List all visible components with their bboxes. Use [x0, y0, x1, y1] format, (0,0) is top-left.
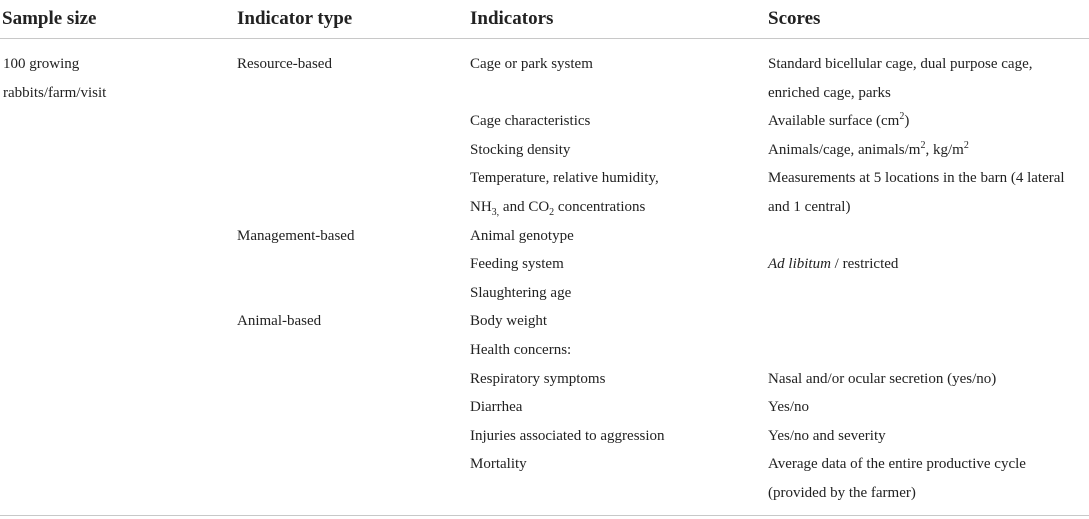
score-cell: Ad libitum / restricted [768, 256, 899, 273]
table-row [0, 307, 1089, 336]
score-cell [768, 336, 1089, 365]
table-row [0, 422, 1089, 451]
score-cell: enriched cage, parks [768, 84, 891, 101]
table-row [0, 193, 1089, 222]
score-cell: Average data of the entire productive cycle [768, 456, 1026, 473]
indicator-cell: Respiratory symptoms [470, 370, 606, 387]
indicator-cell [470, 479, 768, 519]
score-cell: Yes/no and severity [768, 427, 886, 444]
score-cell: Measurements at 5 locations in the barn (4 lateral [768, 170, 1065, 187]
indicator-cell: Cage characteristics [470, 113, 591, 130]
sample-size-line-1: 100 growing [3, 56, 80, 72]
indicator-cell: Cage or park system [470, 56, 593, 72]
indicator-cell: Body weight [470, 313, 548, 330]
table-row [0, 393, 1089, 422]
sample-size-line-2: rabbits/farm/visit [3, 84, 107, 101]
table-row [0, 222, 1089, 251]
header-indicator-type: Indicator type [237, 0, 470, 39]
table-row [0, 39, 1089, 79]
table-row [0, 107, 1089, 136]
indicator-cell: Animal genotype [470, 227, 574, 244]
score-cell: and 1 central) [768, 198, 851, 215]
table-bottom-rule [0, 515, 1089, 516]
score-cell: Yes/no [768, 399, 809, 416]
indicator-type-resource: Resource-based [237, 56, 332, 72]
indicator-cell: Mortality [470, 456, 527, 473]
indicator-type-animal: Animal-based [237, 313, 322, 330]
indicator-cell: Injuries associated to aggression [470, 427, 665, 444]
indicator-cell: Slaughtering age [470, 284, 572, 301]
score-cell [768, 222, 1089, 251]
table-row [0, 336, 1089, 365]
header-sample-size: Sample size [0, 0, 237, 39]
indicator-cell: $NH_{3,}$ and $CO_2$ concentrations [470, 198, 646, 218]
indicator-cell: Health concerns: [470, 341, 572, 358]
score-cell: Standard bicellular cage, dual purpose cage, [768, 56, 1033, 72]
indicator-cell: Diarrhea [470, 399, 523, 416]
header-indicators: Indicators [470, 0, 768, 39]
table-row [0, 279, 1089, 308]
indicator-cell: Feeding system [470, 256, 564, 273]
indicator-cell: Stocking density [470, 141, 571, 158]
table-row [0, 365, 1089, 394]
score-cell [768, 307, 1089, 336]
indicator-type-management: Management-based [237, 227, 355, 244]
table-row [0, 164, 1089, 193]
indicator-cell: Temperature, relative humidity, [470, 170, 659, 187]
table-row [0, 479, 1089, 519]
indicator-cell [470, 79, 768, 108]
header-row [0, 0, 1089, 39]
score-cell: Available surface $(cm^2)$ [768, 111, 910, 130]
score-cell [768, 279, 1089, 308]
table-row [0, 136, 1089, 165]
table-row [0, 79, 1089, 108]
table-row [0, 250, 1089, 279]
score-cell: Nasal and/or ocular secretion (yes/no) [768, 370, 997, 387]
table-row [0, 450, 1089, 479]
score-cell: Animals/cage, animals/$m^2$, $kg/m^2$ [768, 139, 969, 158]
header-scores: Scores [768, 0, 1089, 39]
score-cell: (provided by the farmer) [768, 484, 916, 501]
